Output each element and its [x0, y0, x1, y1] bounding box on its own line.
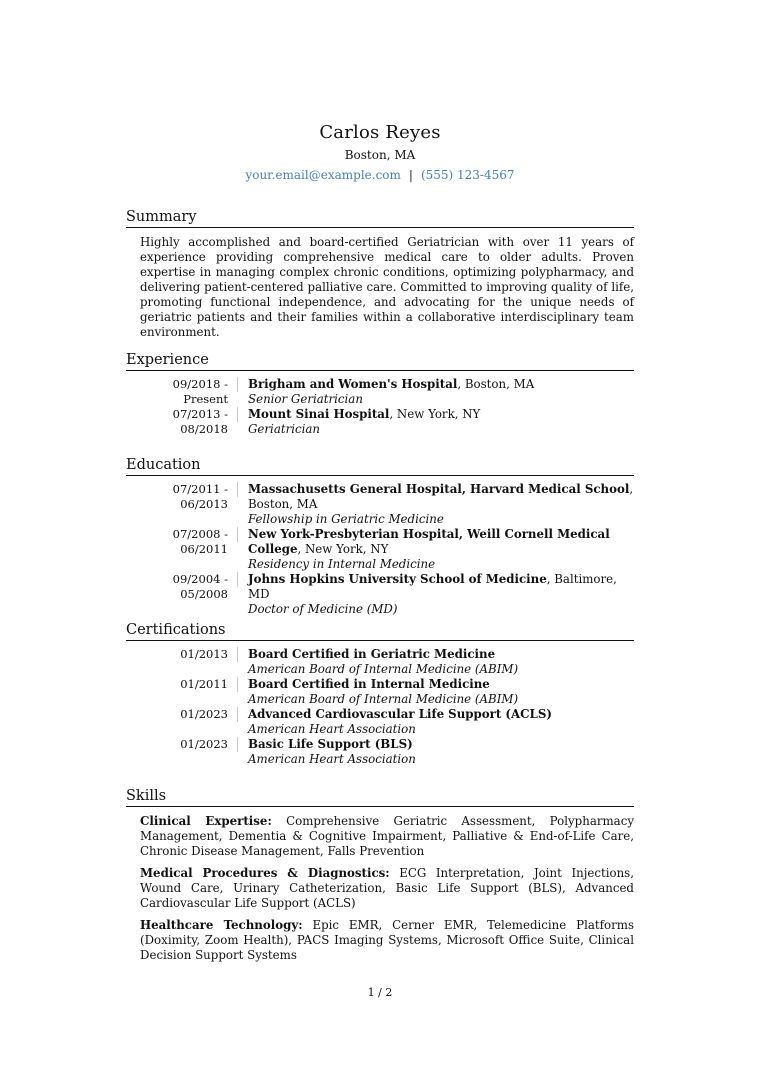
- entry-role: American Heart Association: [248, 722, 416, 736]
- entry-organization: Advanced Cardiovascular Life Support (ACLS): [248, 707, 552, 721]
- entry-date: 01/2011: [126, 677, 238, 692]
- skill-list: Epic EMR, Cerner EMR, Telemedicine Platforms (Doximity, Zoom Health), PACS Imaging Systems, Microsoft Office Suite, Clinical Decision Support Systems: [140, 918, 634, 962]
- entry-organization: New York-Presbyterian Hospital, Weill Cornell Medical College: [248, 527, 610, 556]
- skill-list: ECG Interpretation, Joint Injections, Wound Care, Urinary Catheterization, Basic Life Support (BLS), Advanced Cardiovascular Life Support (ACLS): [140, 866, 634, 910]
- entry-role: Fellowship in Geriatric Medicine: [248, 512, 444, 526]
- certifications-list: [126, 647, 634, 767]
- entry-content: [248, 482, 634, 527]
- section-title-summary: Summary: [126, 208, 634, 228]
- skill-category: Medical Procedures & Diagnostics:: [140, 866, 390, 880]
- entry-organization: Massachusetts General Hospital, Harvard Medical School: [248, 482, 630, 496]
- summary-section: [126, 208, 634, 340]
- entry-date: 09/2018 - Present: [126, 377, 238, 392]
- entry-organization: Board Certified in Internal Medicine: [248, 677, 490, 691]
- certification-entry: [126, 737, 634, 767]
- entry-role: Geriatrician: [248, 422, 321, 436]
- entry-role: American Heart Association: [248, 752, 416, 766]
- entry-location: , Boston, MA: [457, 377, 535, 391]
- entry-content: [248, 527, 634, 572]
- skill-group: [140, 866, 634, 911]
- experience-entry: [126, 377, 634, 407]
- email-link[interactable]: your.email@example.com: [245, 168, 401, 182]
- entry-date: 01/2013: [126, 647, 238, 662]
- candidate-name: Carlos Reyes: [319, 122, 441, 143]
- entry-organization: Brigham and Women's Hospital: [248, 377, 458, 391]
- entry-date: 07/2013 - 08/2018: [126, 407, 238, 422]
- experience-section: [126, 351, 634, 437]
- education-entry: [126, 527, 634, 572]
- contact-separator: |: [408, 168, 413, 182]
- entry-organization: Mount Sinai Hospital: [248, 407, 390, 421]
- education-entry: [126, 482, 634, 527]
- entry-content: [248, 377, 634, 407]
- entry-location: , Boston, MA: [248, 482, 634, 511]
- entry-content: [248, 737, 634, 767]
- entry-role: Senior Geriatrician: [248, 392, 363, 406]
- section-title-skills: Skills: [126, 787, 634, 807]
- entry-organization: Board Certified in Geriatric Medicine: [248, 647, 496, 661]
- entry-date: 01/2023: [126, 707, 238, 722]
- entry-content: [248, 707, 634, 737]
- entry-content: [248, 407, 634, 437]
- skill-category: Healthcare Technology:: [140, 918, 303, 932]
- entry-date: 07/2011 - 06/2013: [126, 482, 238, 497]
- candidate-location: Boston, MA: [344, 148, 416, 162]
- entry-content: [248, 677, 634, 707]
- entry-location: , New York, NY: [297, 542, 389, 556]
- entry-content: [248, 572, 634, 617]
- skill-list: Comprehensive Geriatric Assessment, Polypharmacy Management, Dementia & Cognitive Impairment, Palliative & End-of-Life Care, Chronic Disease Management, Falls Prevention: [140, 814, 634, 858]
- entry-role: American Board of Internal Medicine (ABIM): [248, 692, 519, 706]
- contact-line: [0, 167, 760, 183]
- education-entry: [126, 572, 634, 617]
- summary-text: Highly accomplished and board-certified Geriatrician with over 11 years of experience providing comprehensive medical care to older adults. Proven expertise in managing complex chronic conditions, optimizing polypharmacy, and delivering patient-centered palliative care. Committed to improving quality of life, promoting functional independence, and advocating for the unique needs of geriatric patients and their families within a collaborative interdisciplinary team environment.: [140, 235, 634, 339]
- entry-role: Doctor of Medicine (MD): [248, 602, 398, 616]
- entry-location: , Baltimore, MD: [248, 572, 617, 601]
- summary-body: [126, 235, 634, 340]
- education-section: [126, 456, 634, 617]
- phone-link[interactable]: (555) 123-4567: [420, 168, 515, 182]
- certification-entry: [126, 707, 634, 737]
- certification-entry: [126, 647, 634, 677]
- experience-list: [126, 377, 634, 437]
- skill-group: [140, 814, 634, 859]
- section-title-certifications: Certifications: [126, 621, 634, 641]
- entry-location: , New York, NY: [389, 407, 481, 421]
- entry-date: 07/2008 - 06/2011: [126, 527, 238, 542]
- experience-entry: [126, 407, 634, 437]
- entry-date: 01/2023: [126, 737, 238, 752]
- entry-content: [248, 647, 634, 677]
- skills-section: [126, 787, 634, 963]
- entry-organization: Basic Life Support (BLS): [248, 737, 413, 751]
- entry-organization: Johns Hopkins University School of Medicine: [248, 572, 547, 586]
- page-indicator: 1 / 2: [367, 986, 393, 999]
- education-list: [126, 482, 634, 617]
- section-title-education: Education: [126, 456, 634, 476]
- entry-date: 09/2004 - 05/2008: [126, 572, 238, 587]
- skills-list: [126, 814, 634, 963]
- entry-role: Residency in Internal Medicine: [248, 557, 436, 571]
- entry-role: American Board of Internal Medicine (ABIM): [248, 662, 519, 676]
- skill-category: Clinical Expertise:: [140, 814, 272, 828]
- skill-group: [140, 918, 634, 963]
- resume-header: [0, 121, 760, 183]
- certifications-section: [126, 621, 634, 767]
- section-title-experience: Experience: [126, 351, 634, 371]
- certification-entry: [126, 677, 634, 707]
